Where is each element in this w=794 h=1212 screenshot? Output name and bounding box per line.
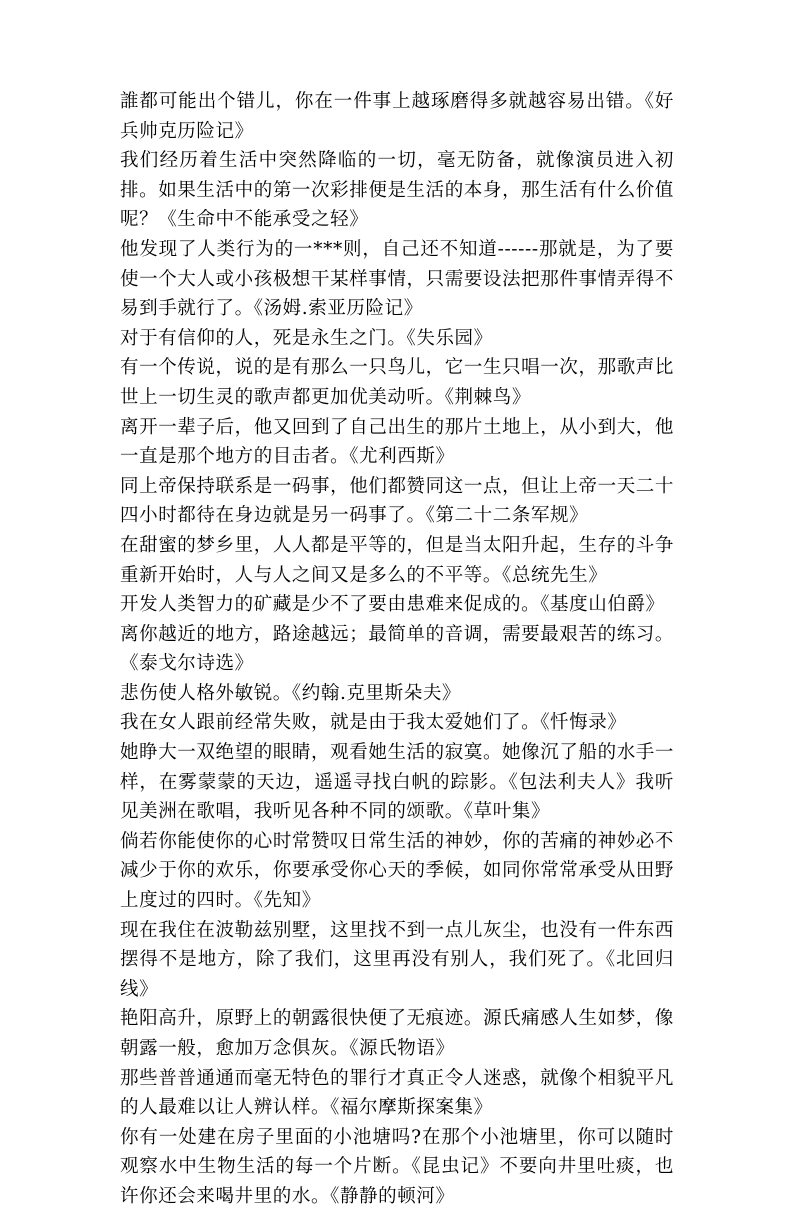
quote-paragraph-14: 倘若你能使你的心时常赞叹日常生活的神妙，你的苦痛的神妙必不减少于你的欢乐，你要承受你心天的季候，如同你常常承受从田野上度过的四时。《先知》 xyxy=(120,830,674,912)
quote-paragraph-16: 艳阳高升，原野上的朝露很快便了无痕迹。源氏痛感人生如梦，像朝露一般，愈加万念俱灰。《源氏物语》 xyxy=(120,1008,674,1059)
quote-paragraph-8: 在甜蜜的梦乡里，人人都是平等的，但是当太阳升起，生存的斗争重新开始时，人与人之间又是多么的不平等。《总统先生》 xyxy=(120,534,674,586)
quote-paragraph-18: 你有一处建在房子里面的小池塘吗?在那个小池塘里，你可以随时观察水中生物生活的每一个片断。《昆虫记》不要向井里吐痰，也许你还会来喝井里的水。《静静的顿河》 xyxy=(120,1126,674,1207)
quote-paragraph-3: 他发现了人类行为的一***则，自己还不知道------那就是，为了要使一个大人或小孩极想干某样事情，只需要设法把那件事情弄得不易到手就行了。《汤姆.索亚历险记》 xyxy=(120,238,674,320)
quote-paragraph-10: 离你越近的地方，路途越远；最简单的音调，需要最艰苦的练习。《泰戈尔诗选》 xyxy=(120,623,674,675)
quote-paragraph-1: 誰都可能出个错儿，你在一件事上越琢磨得多就越容易出错。《好兵帅克历险记》 xyxy=(120,91,674,142)
quote-paragraph-5: 有一个传说，说的是有那么一只鸟儿，它一生只唱一次，那歌声比世上一切生灵的歌声都更加优美动听。《荆棘鸟》 xyxy=(120,357,674,408)
quote-paragraph-12: 我在女人跟前经常失败，就是由于我太爱她们了。《忏悔录》 xyxy=(120,712,627,734)
quote-paragraph-9: 开发人类智力的矿藏是少不了要由患难来促成的。《基度山伯爵》 xyxy=(120,594,665,616)
quote-paragraph-4: 对于有信仰的人，死是永生之门。《失乐园》 xyxy=(120,327,493,349)
quote-paragraph-11: 悲伤使人格外敏锐。《约翰.克里斯朵夫》 xyxy=(120,682,462,704)
quote-paragraph-15: 现在我住在波勒兹别墅，这里找不到一点儿灰尘，也没有一件东西摆得不是地方，除了我们，这里再没有别人，我们死了。《北回归线》 xyxy=(120,919,674,1000)
quote-paragraph-17: 那些普普通通而毫无特色的罪行才真正令人迷惑，就像个相貌平凡的人最难以让人辨认样。《福尔摩斯探案集》 xyxy=(120,1067,674,1119)
document-body xyxy=(120,87,674,1212)
quote-paragraph-6: 离开一辈子后，他又回到了自己出生的那片土地上，从小到大，他一直是那个地方的目击者。《尤利西斯》 xyxy=(120,416,674,468)
quote-paragraph-13: 她睁大一双绝望的眼睛，观看她生活的寂寞。她像沉了船的水手一样，在雾蒙蒙的天边，遥遥寻找白帆的踪影。《包法利夫人》我听见美洲在歌唱，我听见各种不同的颂歌。《草叶集》 xyxy=(120,742,674,823)
quote-paragraph-7: 同上帝保持联系是一码事，他们都赞同这一点，但让上帝一天二十四小时都待在身边就是另一码事了。《第二十二条军规》 xyxy=(120,475,674,527)
quote-paragraph-2: 我们经历着生活中突然降临的一切，毫无防备，就像演员进入初排。如果生活中的第一次彩排便是生活的本身，那生活有什么价值呢？《生命中不能承受之轻》 xyxy=(120,150,674,231)
